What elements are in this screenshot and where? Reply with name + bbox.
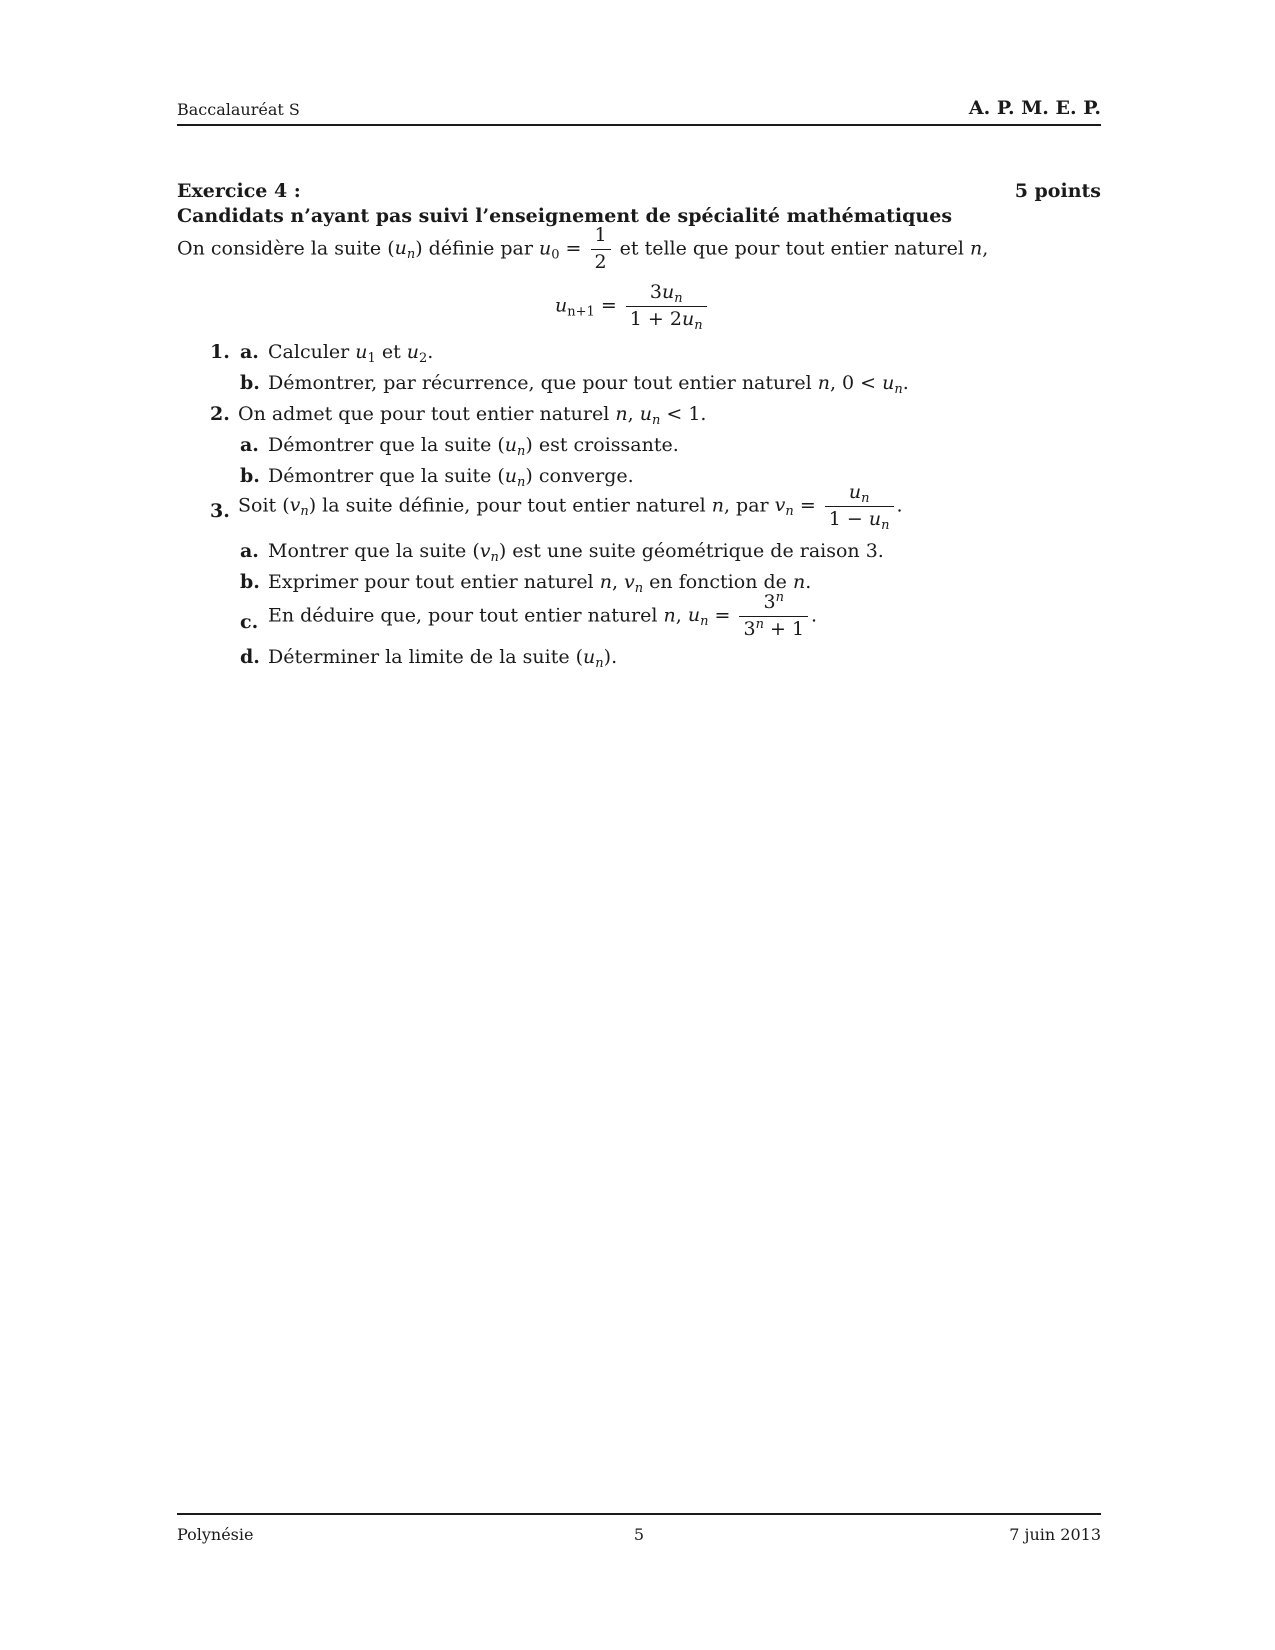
q2a-text: Démontrer que la suite $(u_n)$ est croissante. bbox=[268, 434, 679, 459]
q1a-text: Calculer $u_1$ et $u_2$. bbox=[268, 341, 434, 366]
page-number: 5 bbox=[633, 1525, 645, 1544]
exercise-title: Exercice 4 : bbox=[177, 180, 301, 202]
question-3-number: 3. bbox=[210, 500, 230, 522]
q3c-label: c. bbox=[240, 611, 259, 633]
question-2-number: 2. bbox=[210, 403, 230, 425]
q1b-text: Démontrer, par récurrence, que pour tout entier naturel n, $0 < u_n$. bbox=[268, 372, 909, 397]
page-header bbox=[177, 97, 1101, 126]
q3d-label: d. bbox=[240, 646, 260, 668]
recurrence-formula: $u_{n+1}$ = $\frac{3u_n}{1 + 2u_n}$ bbox=[555, 282, 710, 331]
q1a-label: a. bbox=[240, 341, 259, 363]
q3a-text: Montrer que la suite $(v_n)$ est une suite géométrique de raison 3. bbox=[268, 540, 884, 565]
exercise-heading bbox=[177, 180, 1101, 227]
u0-fraction: $\frac{1}{2}$ bbox=[591, 225, 611, 274]
q3a-label: a. bbox=[240, 540, 259, 562]
header-right: A. P. M. E. P. bbox=[968, 97, 1101, 119]
q3b-text: Exprimer pour tout entier naturel n, $v_n$ en fonction de n. bbox=[268, 571, 812, 596]
q2-intro: On admet que pour tout entier naturel n, $u_n < 1$. bbox=[238, 403, 707, 428]
question-1-number: 1. bbox=[210, 341, 230, 363]
q2b-text: Démontrer que la suite $(u_n)$ converge. bbox=[268, 465, 634, 490]
header-left: Baccalauréat S bbox=[177, 100, 300, 119]
q2b-label: b. bbox=[240, 465, 260, 487]
page-footer bbox=[177, 1513, 1101, 1544]
q3b-label: b. bbox=[240, 571, 260, 593]
footer-left: Polynésie bbox=[177, 1525, 254, 1544]
exercise-subtitle: Candidats n’ayant pas suivi l’enseignement de spécialité mathématiques bbox=[177, 205, 953, 227]
q1b-label: b. bbox=[240, 372, 260, 394]
q3c-text: En déduire que, pour tout entier naturel n, $u_n$ = $\frac{3^n}{3^n + 1}$ . bbox=[268, 590, 818, 640]
intro-line: On considère la suite $(u_n)$ définie par $u_0$ = $\frac{1}{2}$ et telle que pour tout entier naturel n, bbox=[177, 224, 989, 273]
exercise-points: 5 points bbox=[1014, 180, 1101, 202]
q3d-text: Déterminer la limite de la suite $(u_n)$. bbox=[268, 646, 618, 671]
q3-intro: Soit $(v_n)$ la suite définie, pour tout entier naturel n, par $v_n$ = $\frac{u_n}{1 - u_n}$ . bbox=[238, 481, 903, 533]
q2a-label: a. bbox=[240, 434, 259, 456]
footer-date: 7 juin 2013 bbox=[1009, 1525, 1101, 1544]
